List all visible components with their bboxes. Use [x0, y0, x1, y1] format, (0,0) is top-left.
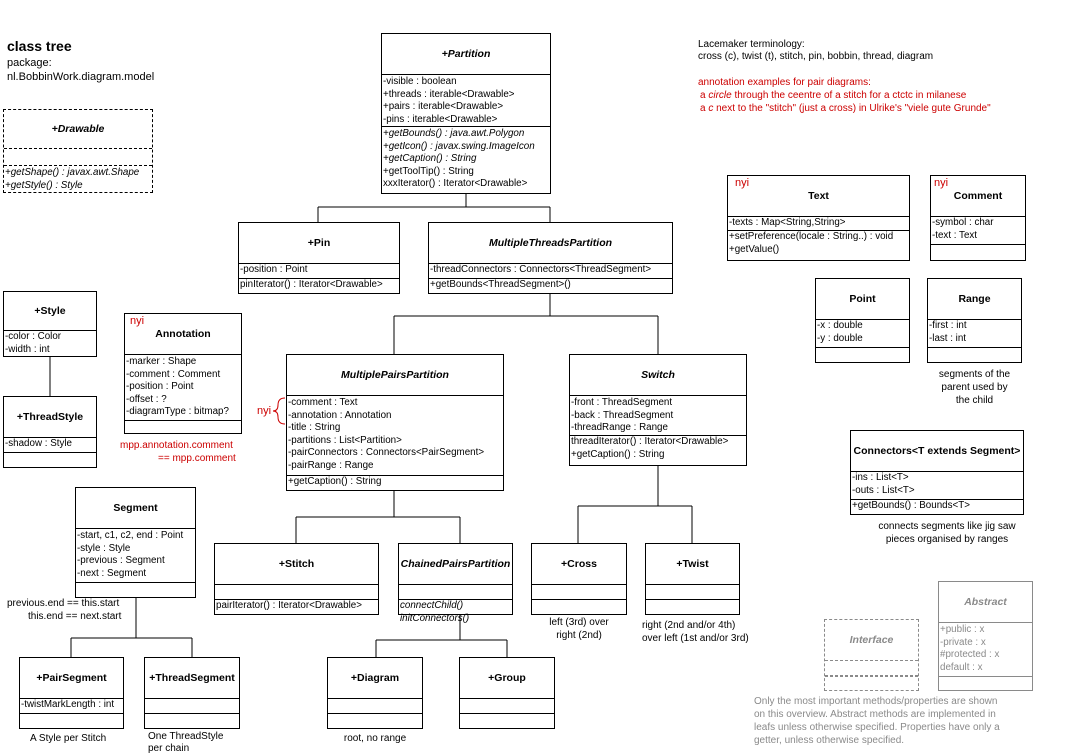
- class-chained-pairs-partition: ChainedPairsPartition connectChild() initConnectors(): [398, 543, 513, 615]
- class-partition-name: +Partition: [382, 34, 550, 75]
- class-comment-name: Comment: [931, 176, 1025, 217]
- segment-note-2: this.end == next.start: [28, 611, 122, 622]
- class-connectors-name: Connectors<T extends Segment>: [851, 431, 1023, 472]
- class-thread-segment: [144, 657, 240, 729]
- class-comment: Comment -symbol : char -text : Text: [930, 175, 1026, 261]
- legend-abstract-name: Abstract: [939, 582, 1032, 623]
- class-thread-style: +ThreadStyle -shadow : Style: [3, 396, 97, 468]
- annotation-note-1: mpp.annotation.comment: [120, 440, 233, 451]
- class-range-name: Range: [928, 279, 1021, 320]
- thread-segment-note-1: One ThreadStyle: [148, 731, 224, 742]
- class-cross: [531, 543, 627, 615]
- class-stitch: +Stitch pairIterator() : Iterator<Drawable>: [214, 543, 379, 615]
- class-partition: [381, 33, 551, 194]
- diagram-title: class tree: [7, 38, 72, 54]
- class-switch-name: Switch: [570, 355, 746, 396]
- interface-drawable-name: +Drawable: [4, 110, 152, 149]
- class-partition-attributes: -visible : boolean +threads : iterable<Drawable> +pairs : iterable<Drawable> -pins : iterable<Drawable>: [382, 75, 550, 127]
- class-thread-segment-name: +ThreadSegment: [145, 658, 239, 699]
- multiple-pairs-nyi-label: nyi: [257, 405, 272, 417]
- class-group-name: +Group: [460, 658, 554, 699]
- legend-interface-name: Interface: [825, 620, 918, 661]
- range-note: segments of the parent used by the child: [938, 369, 1011, 406]
- class-diagram: [327, 657, 423, 729]
- class-twist: [645, 543, 740, 615]
- terminology-heading: Lacemaker terminology:: [698, 39, 805, 50]
- legend-interface: [824, 619, 919, 691]
- annotation-example-2: a c next to the "stitch" (just a cross) in Ulrike's "viele gute Grunde": [700, 103, 991, 114]
- class-diagram-name: +Diagram: [328, 658, 422, 699]
- class-segment-name: Segment: [76, 488, 195, 529]
- class-style: +Style -color : Color -width : int: [3, 291, 97, 357]
- annotation-nyi-label: nyi: [130, 315, 145, 327]
- pair-segment-note: A Style per Stitch: [30, 733, 107, 744]
- class-range: Range -first : int -last : int: [927, 278, 1022, 363]
- twist-note-2: over left (1st and/or 3rd): [642, 633, 749, 644]
- class-pair-segment-name: +PairSegment: [20, 658, 123, 699]
- class-pin: +Pin -position : Point pinIterator() : Iterator<Drawable>: [238, 222, 400, 294]
- class-connectors: Connectors<T extends Segment> -ins : List<T> -outs : List<T> +getBounds() : Bounds<T>: [850, 430, 1024, 515]
- comment-nyi-label: nyi: [934, 177, 949, 189]
- annotation-example-1: a circle through the ceentre of a stitch for a ctctc in milanese: [700, 90, 967, 101]
- interface-drawable-methods: +getShape() : javax.awt.Shape +getStyle() : Style: [5, 167, 140, 191]
- class-multiple-pairs-partition-name: MultiplePairsPartition: [287, 355, 503, 396]
- class-text-name: Text: [728, 176, 909, 217]
- class-multiple-pairs-partition: MultiplePairsPartition -comment : Text -annotation : Annotation -title : String -partitions : List<Partition> -pairConnectors : Connectors<PairSegment> -pairRange : Range +getCaption() : String: [286, 354, 504, 491]
- connectors-note: connects segments like jig saw pieces organised by ranges: [878, 521, 1016, 545]
- class-multiple-threads-partition: MultipleThreadsPartition -threadConnectors : Connectors<ThreadSegment> +getBounds<ThreadSegment>(): [428, 222, 673, 294]
- class-annotation-name: Annotation: [125, 314, 241, 355]
- terminology-terms: cross (c), twist (t), stitch, pin, bobbin, thread, diagram: [698, 51, 934, 62]
- class-group: [459, 657, 555, 729]
- class-partition-methods: +getBounds() : java.awt.Polygon +getIcon() : javax.swing.ImageIcon +getCaption() : String +getToolTip() : String xxxIterator() : Iterator<Drawable>: [383, 128, 535, 189]
- class-pair-segment: +PairSegment -twistMarkLength : int: [19, 657, 124, 729]
- annotation-heading: annotation examples for pair diagrams:: [698, 77, 871, 88]
- legend-abstract: Abstract +public : x -private : x #protected : x default : x: [938, 581, 1033, 691]
- interface-drawable: [3, 109, 153, 193]
- class-text: Text -texts : Map<String,String> +setPreference(locale : String..) : void +getValue(): [727, 175, 910, 261]
- class-chained-pairs-partition-name: ChainedPairsPartition: [399, 544, 512, 585]
- class-switch: Switch -front : ThreadSegment -back : ThreadSegment -threadRange : Range threadIterator() : Iterator<Drawable> +getCaption() : String: [569, 354, 747, 466]
- diagram-note: root, no range: [343, 733, 407, 744]
- text-nyi-label: nyi: [735, 177, 750, 189]
- class-point: Point -x : double -y : double: [815, 278, 910, 363]
- thread-segment-note-2: per chain: [148, 743, 190, 754]
- package-name: nl.BobbinWork.diagram.model: [7, 71, 155, 83]
- package-label: package:: [7, 57, 52, 69]
- class-multiple-threads-partition-name: MultipleThreadsPartition: [429, 223, 672, 264]
- class-point-name: Point: [816, 279, 909, 320]
- class-thread-style-name: +ThreadStyle: [4, 397, 96, 438]
- twist-note-1: right (2nd and/or 4th): [642, 620, 736, 631]
- class-twist-name: +Twist: [646, 544, 739, 585]
- class-segment: Segment -start, c1, c2, end : Point -style : Style -previous : Segment -next : Segment: [75, 487, 196, 598]
- class-pin-name: +Pin: [239, 223, 399, 264]
- legend-note: Only the most important methods/properties are shown on this overview. Abstract methods are implemented in leafs unless otherwise specified. Properties have only a getter, unless otherwise specified.: [754, 696, 1000, 746]
- cross-note: left (3rd) over right (2nd): [549, 617, 609, 641]
- segment-note-1: previous.end == this.start: [7, 598, 120, 609]
- class-style-name: +Style: [4, 292, 96, 331]
- class-stitch-name: +Stitch: [215, 544, 378, 585]
- class-cross-name: +Cross: [532, 544, 626, 585]
- class-annotation: Annotation -marker : Shape -comment : Comment -position : Point -offset : ? -diagramType : bitmap?: [124, 313, 242, 434]
- annotation-note-2: == mpp.comment: [158, 453, 236, 464]
